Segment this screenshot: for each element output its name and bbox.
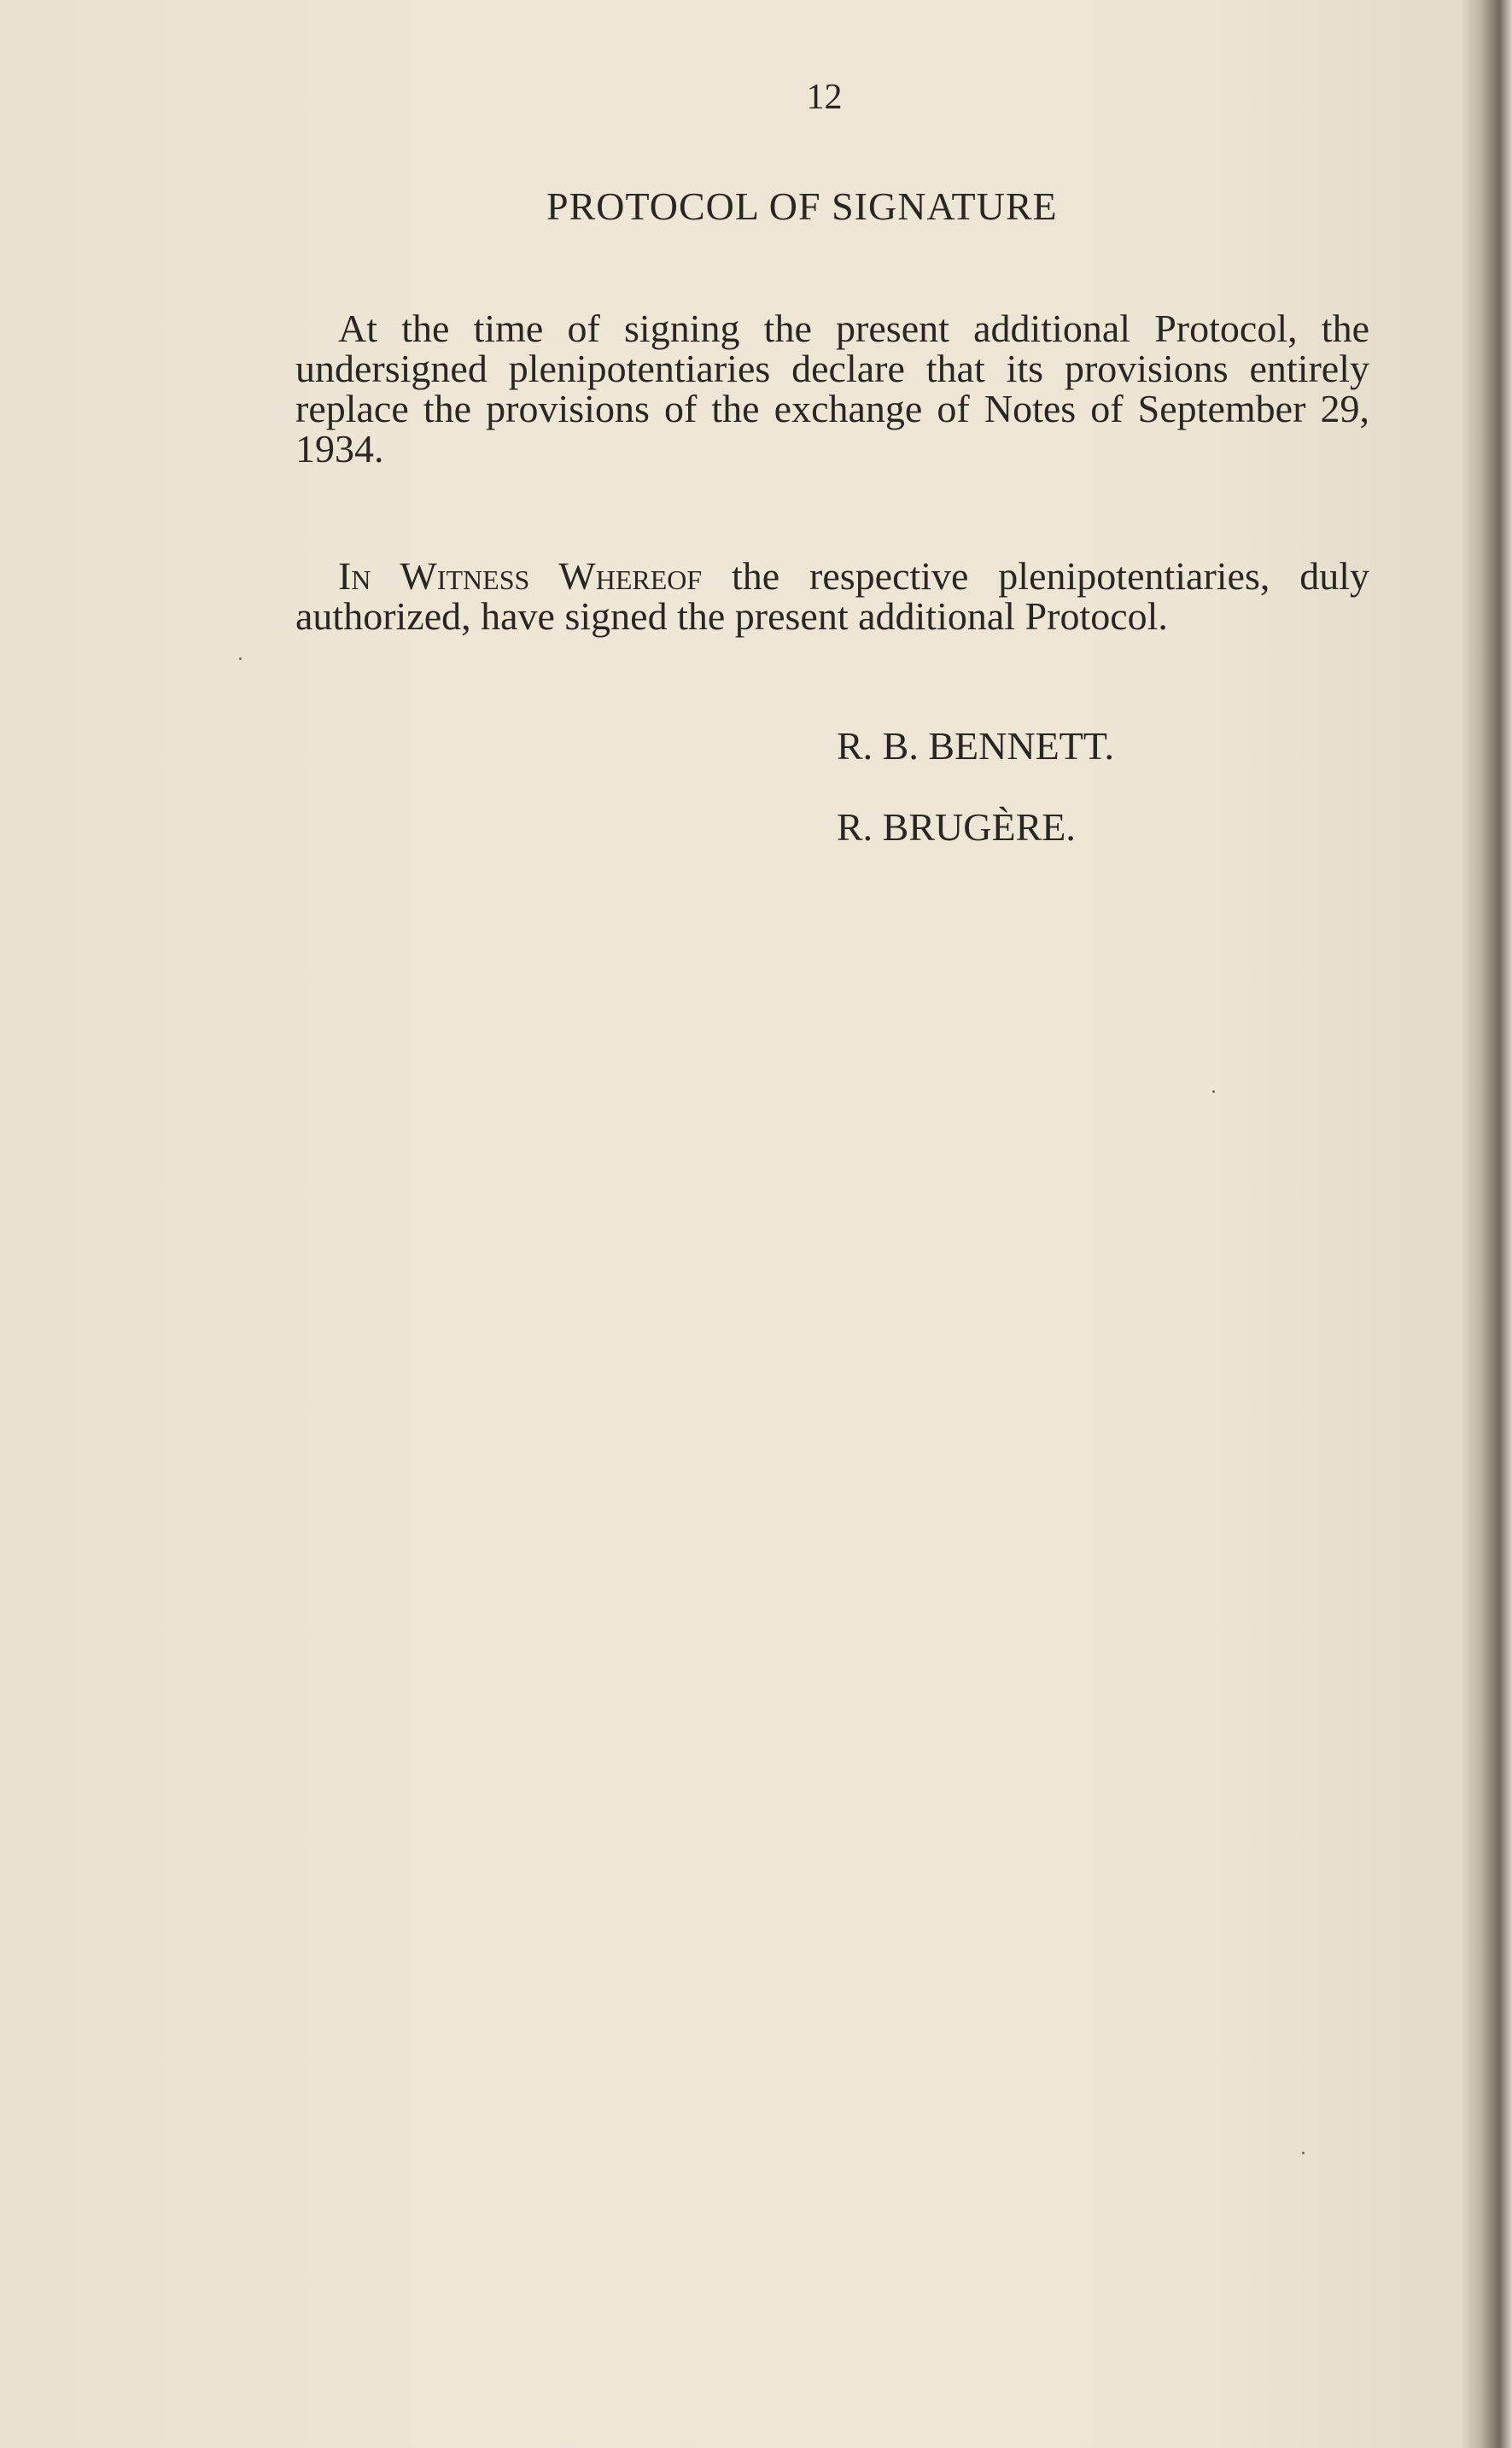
book-gutter-shadow xyxy=(1461,0,1512,2448)
section-title: PROTOCOL OF SIGNATURE xyxy=(546,184,1058,228)
witness-text: the respective plenipotentiaries, duly authorized, have signed the present additional Protocol. xyxy=(295,554,1369,638)
page-number: 12 xyxy=(806,78,843,117)
declaration-paragraph: At the time of signing the present additional Protocol, the undersigned plenipotentiaries declare that its provisions entirely replace the provisions of the exchange of Notes of September 29, 1934. xyxy=(295,307,1369,470)
witness-lead: In Witness Whereof xyxy=(338,554,703,598)
signature-bennett: R. B. BENNETT. xyxy=(837,724,1114,768)
paper-speck xyxy=(239,657,242,660)
paper-speck xyxy=(1212,1090,1215,1093)
paper-speck xyxy=(1302,2152,1305,2154)
signature-brugere: R. BRUGÈRE. xyxy=(837,805,1076,849)
witness-paragraph xyxy=(295,556,1369,636)
